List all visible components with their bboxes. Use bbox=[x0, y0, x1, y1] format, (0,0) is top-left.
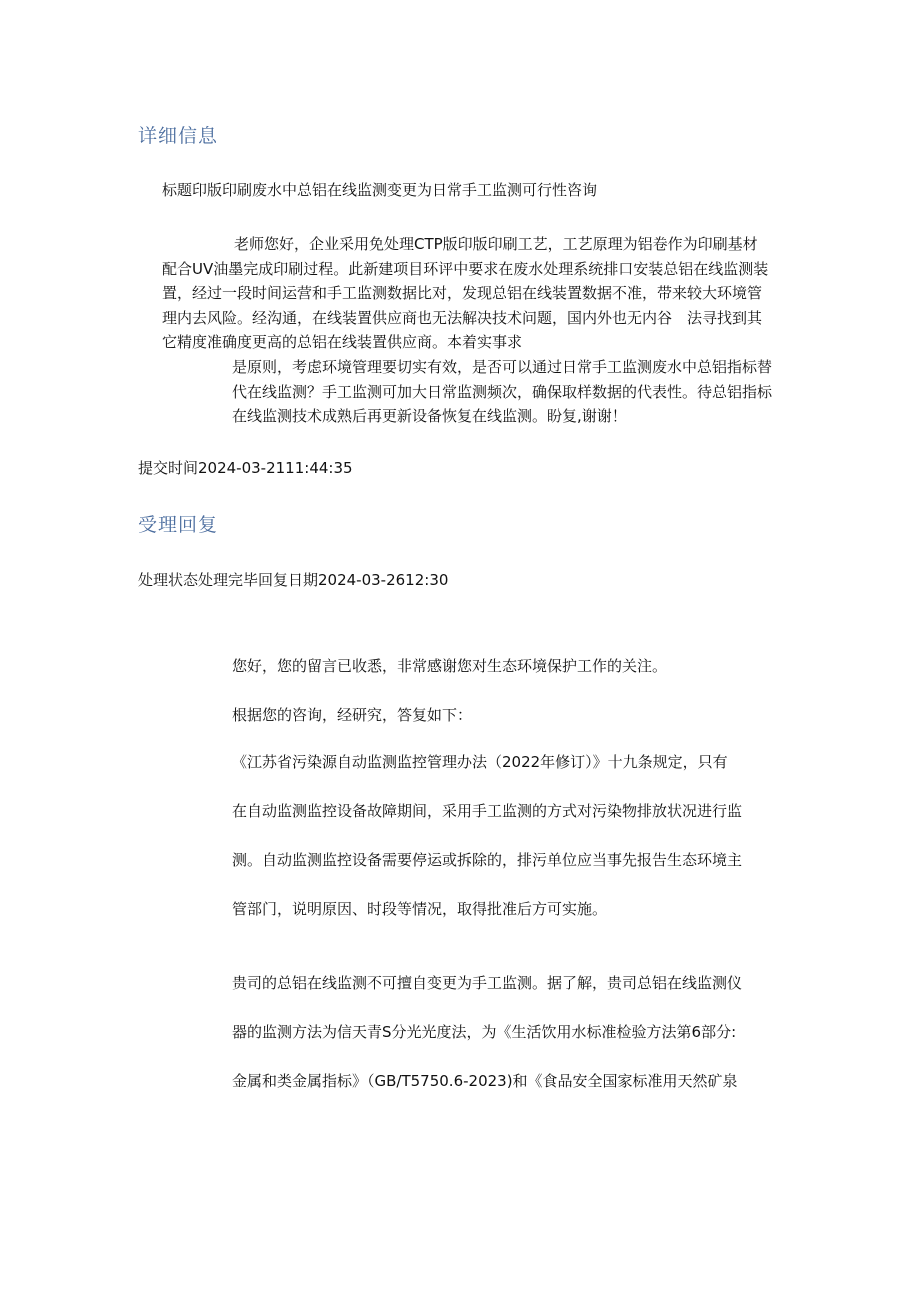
submit-time: 提交时间2024-03-2111:44:35 bbox=[138, 459, 353, 477]
question-paragraph-1: 老师您好，企业采用免处理CTP版印版印刷工艺，工艺原理为铝卷作为印刷基材配合UV油墨完成印刷过程。此新建项目环评中要求在废水处理系统排口安装总铝在线监测装置，经过一段时间运营和手工监测数据比对，发现总铝在线装置数据不准，带来较大环境管理内去风险。经沟通，在线装置供应商也无法解决技术问题，国内外也无内谷 法寻找到其它精度准确度更高的总铝在线装置供应商。本着实事求 bbox=[162, 235, 769, 351]
question-paragraph-2: 是原则，考虑环境管理要切实有效，是否可以通过日常手工监测废水中总铝指标替代在线监测？手工监测可加大日常监测频次，确保取样数据的代表性。待总铝指标在线监测技术成熟后再更新设备恢复在线监测。盼复,谢谢！ bbox=[232, 358, 773, 425]
reply-line: 器的监测方法为信天青S分光光度法，为《生活饮用水标准检验方法第6部分: bbox=[232, 1023, 737, 1041]
reply-line: 《江苏省污染源自动监测监控管理办法（2022年修订）》十九条规定，只有 bbox=[232, 753, 728, 771]
question-title: 标题印版印刷废水中总铝在线监测变更为日常手工监测可行性咨询 bbox=[162, 181, 598, 199]
reply-line: 在自动监测监控设备故障期间，采用手工监测的方式对污染物排放状况进行监 bbox=[232, 802, 743, 820]
reply-line: 管部门，说明原因、时段等情况，取得批准后方可实施。 bbox=[232, 900, 608, 918]
reply-line: 金属和类金属指标》（GB/T5750.6-2023)和《食品安全国家标准用天然矿泉 bbox=[232, 1072, 738, 1090]
detail-section-heading: 详细信息 bbox=[138, 125, 219, 147]
reply-intro: 根据您的咨询，经研究，答复如下： bbox=[232, 706, 473, 724]
reply-line: 测。自动监测监控设备需要停运或拆除的，排污单位应当事先报告生态环境主 bbox=[232, 851, 743, 869]
reply-line: 贵司的总铝在线监测不可擅自变更为手工监测。据了解，贵司总铝在线监测仪 bbox=[232, 974, 743, 992]
reply-section-heading: 受理回复 bbox=[138, 514, 219, 536]
reply-greeting: 您好，您的留言已收悉，非常感谢您对生态环境保护工作的关注。 bbox=[232, 657, 668, 675]
reply-status-line: 处理状态处理完毕回复日期2024-03-2612:30 bbox=[138, 571, 449, 589]
